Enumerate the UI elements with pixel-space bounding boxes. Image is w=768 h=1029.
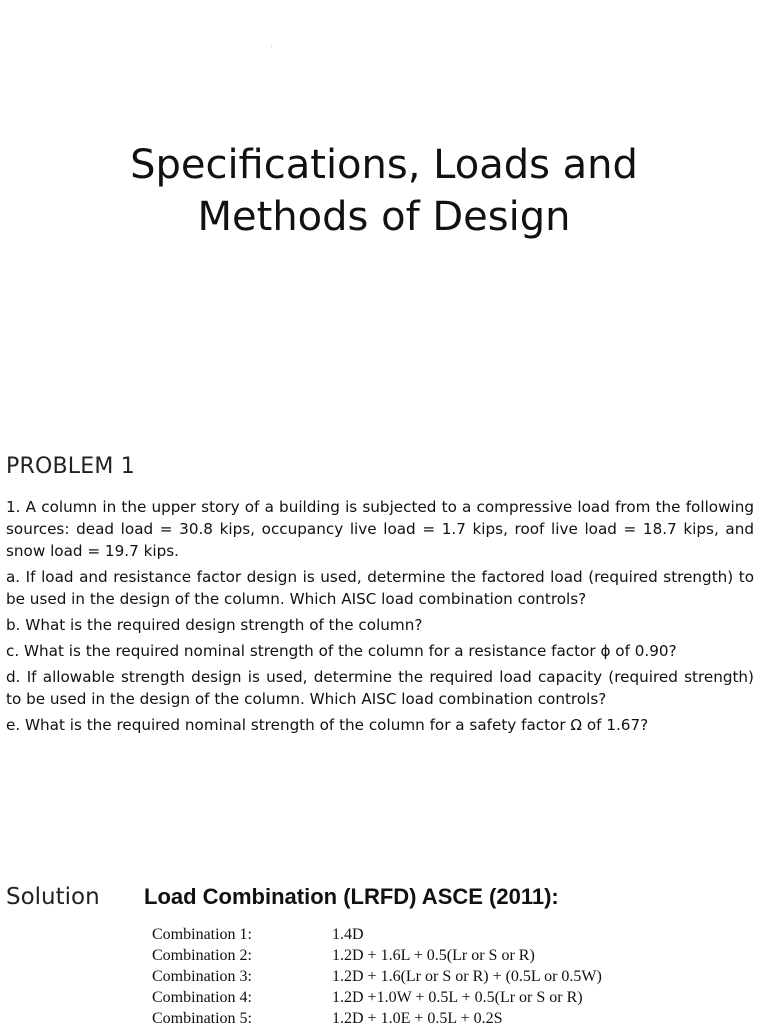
combination-formula: 1.2D + 1.6(Lr or S or R) + (0.5L or 0.5W) <box>332 968 602 985</box>
combination-formula: 1.2D + 1.0E + 0.5L + 0.2S <box>332 1010 503 1027</box>
load-combination-list <box>152 924 752 1029</box>
combination-name: Combination 5: <box>152 1010 252 1027</box>
combination-row <box>152 1008 752 1029</box>
problem-body <box>6 496 754 740</box>
problem-statement: 1. A column in the upper story of a building is subjected to a compressive load from the following sources: dead load = 30.8 kips, occupancy live load = 1.7 kips, roof live load = 18.7 kips, and snow load = 19.7 kips. <box>6 498 754 560</box>
title-line-1: Specifications, Loads and <box>130 141 638 188</box>
solution-label: Solution <box>6 884 100 910</box>
problem-part-c: c. What is the required nominal strength of the column for a resistance factor ϕ of 0.90? <box>6 642 677 660</box>
combination-name: Combination 3: <box>152 968 252 985</box>
combination-row <box>152 966 752 987</box>
combination-formula: 1.2D +1.0W + 0.5L + 0.5(Lr or S or R) <box>332 989 583 1006</box>
slide-title <box>0 139 768 243</box>
problem-part-e: e. What is the required nominal strength of the column for a safety factor Ω of 1.67? <box>6 716 649 734</box>
combination-row <box>152 945 752 966</box>
problem-heading: PROBLEM 1 <box>6 454 135 479</box>
combination-name: Combination 1: <box>152 926 252 943</box>
combination-formula: 1.4D <box>332 926 364 943</box>
combination-formula: 1.2D + 1.6L + 0.5(Lr or S or R) <box>332 947 535 964</box>
stray-mark <box>271 46 272 47</box>
combination-name: Combination 2: <box>152 947 252 964</box>
combination-row <box>152 987 752 1008</box>
combination-name: Combination 4: <box>152 989 252 1006</box>
combination-row <box>152 924 752 945</box>
problem-part-d: d. If allowable strength design is used, determine the required load capacity (required strength) to be used in the design of the column. Which AISC load combination controls? <box>6 668 754 708</box>
title-line-2: Methods of Design <box>197 193 571 240</box>
problem-part-b: b. What is the required design strength of the column? <box>6 616 423 634</box>
load-combination-title: Load Combination (LRFD) ASCE (2011): <box>144 884 559 909</box>
problem-part-a: a. If load and resistance factor design is used, determine the factored load (required strength) to be used in the design of the column. Which AISC load combination controls? <box>6 568 754 608</box>
